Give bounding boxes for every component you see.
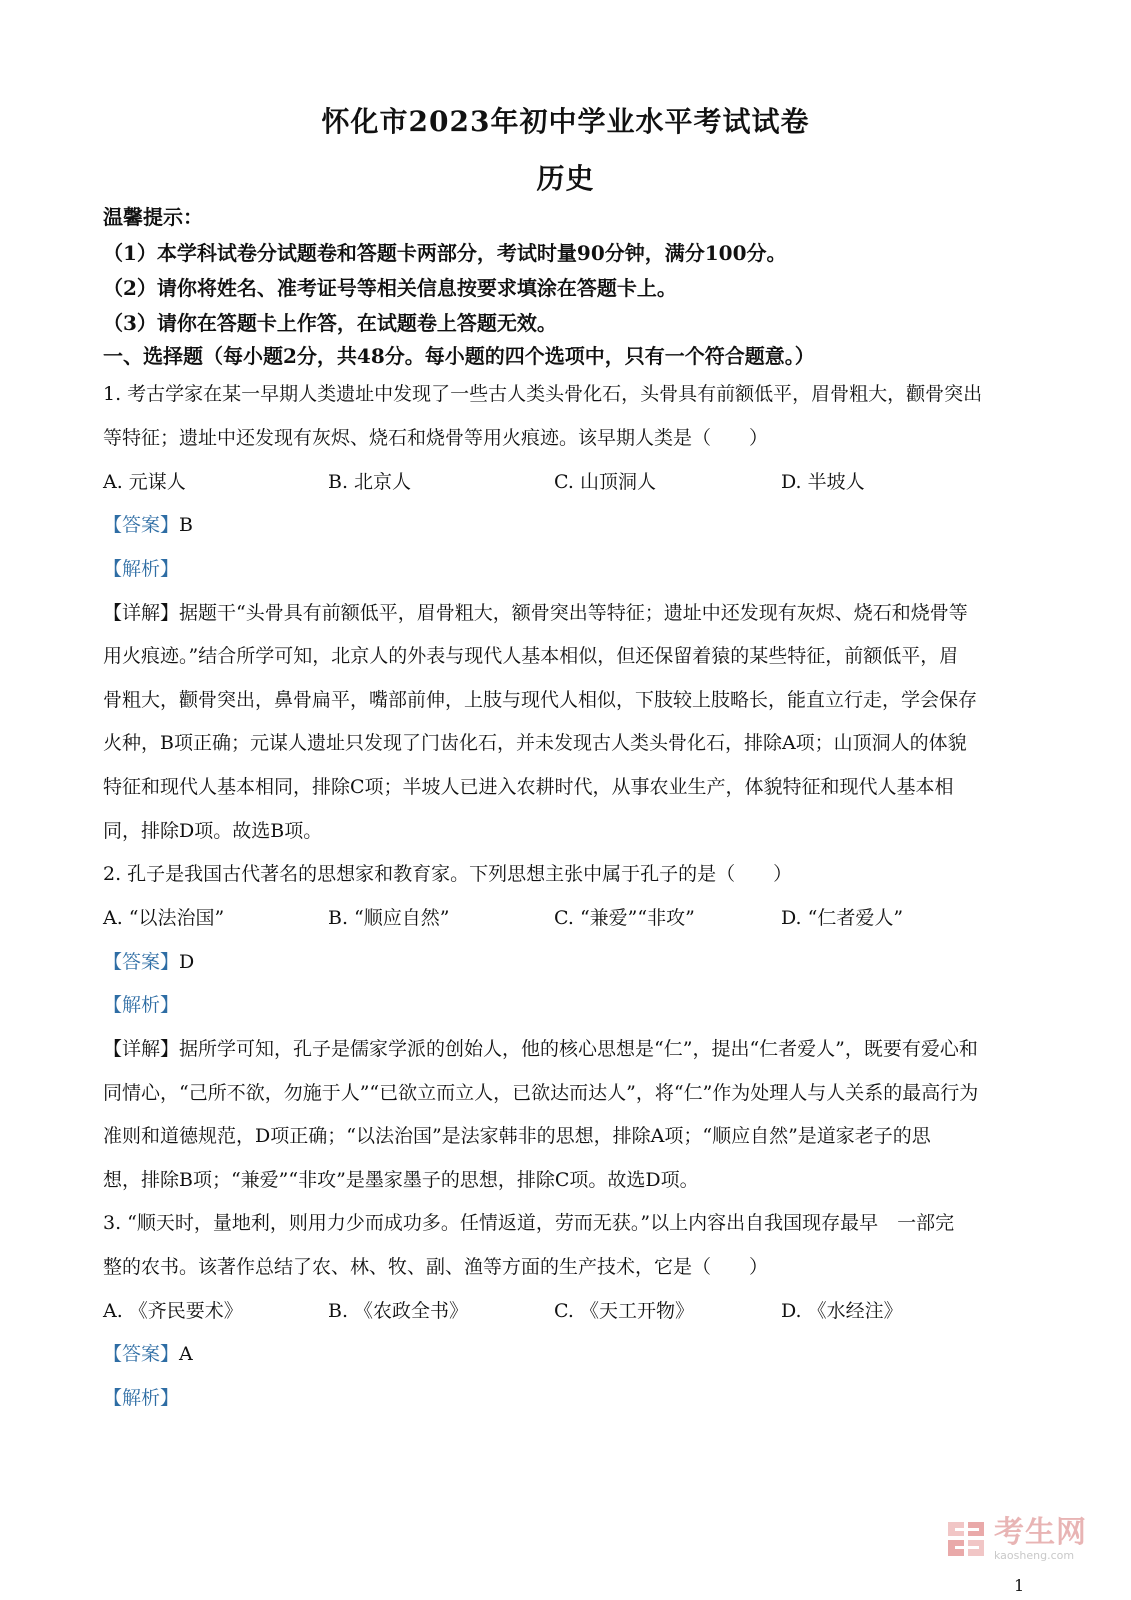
notice-heading: 温馨提示： [103,205,203,229]
subject-title: 历史 [536,162,595,195]
option-d: D. “仁者爱人” [781,907,904,929]
analysis-label: 【解析】 [103,994,180,1016]
kaosheng-watermark [946,1514,1116,1564]
answer-line [103,516,1033,535]
detail-label: 【详解】 [103,1038,180,1060]
detail-text: 用火痕迹。”结合所学可知，北京人的外表与现代人基本相似，但还保留着猿的某些特征，前额低平，眉 [103,645,959,667]
detail-text: 准则和道德规范，D项正确；“以法治国”是法家韩非的思想，排除A项；“顺应自然”是道家老子的思 [103,1125,931,1147]
answer-label: 【答案】 [103,951,180,973]
notice-item: （1）本学科试卷分试题卷和答题卡两部分，考试时量90分钟，满分100分。 [103,241,787,265]
option-d: D. 《水经注》 [781,1300,903,1322]
section-heading: 一、选择题（每小题2分，共48分。每小题的四个选项中，只有一个符合题意。） [103,344,815,368]
option-b: B. 北京人 [328,471,412,493]
watermark-url: kaosheng.com [994,1548,1075,1562]
question-3-text: 整的农书。该著作总结了农、林、牧、副、渔等方面的生产技术，它是（ ） [103,1256,769,1278]
answer-value: B [179,514,193,536]
detail-text: 同，排除D项。故选B项。 [103,820,323,842]
option-a: A. 元谋人 [103,471,186,493]
watermark-text [994,1514,1087,1562]
notice-item: （3）请你在答题卡上作答，在试题卷上答题无效。 [103,311,557,335]
watermark-brand: 考生网 [994,1514,1087,1550]
detail-line [103,604,1033,623]
question-2-text: 2. 孔子是我国古代著名的思想家和教育家。下列思想主张中属于孔子的是（ ） [103,863,793,885]
analysis-label: 【解析】 [103,1387,180,1409]
answer-label: 【答案】 [103,514,180,536]
detail-line [103,1040,1033,1059]
question-1-text: 1. 考古学家在某一早期人类遗址中发现了一些古人类头骨化石，头骨具有前额低平，眉骨粗大，颧骨突出 [103,383,983,405]
option-b: B. 《农政全书》 [328,1300,469,1322]
question-3-text: 3. “顺天时，量地利，则用力少而成功多。任情返道，劳而无获。”以上内容出自我国现存最早 一部完 [103,1212,955,1234]
detail-text: 火种，B项正确；元谋人遗址只发现了门齿化石，并未发现古人类头骨化石，排除A项；山顶洞人的体貌 [103,732,967,754]
detail-label: 【详解】 [103,602,180,624]
option-a: A. 《齐民要术》 [103,1300,243,1322]
answer-value: A [179,1343,193,1365]
detail-text: 据所学可知，孔子是儒家学派的创始人，他的核心思想是“仁”，提出“仁者爱人”，既要有爱心和 [179,1038,978,1060]
detail-text: 想，排除B项；“兼爱”“非攻”是墨家墨子的思想，排除C项。故选D项。 [103,1169,699,1191]
notice-item: （2）请你将姓名、准考证号等相关信息按要求填涂在答题卡上。 [103,276,677,300]
question-1-text: 等特征；遗址中还发现有灰烬、烧石和烧骨等用火痕迹。该早期人类是（ ） [103,427,769,449]
exam-title: 怀化市2023年初中学业水平考试试卷 [321,105,810,138]
kaosheng-logo-icon [946,1518,988,1560]
option-c: C. 《天工开物》 [554,1300,694,1322]
detail-text: 据题干“头骨具有前额低平，眉骨粗大，额骨突出等特征；遗址中还发现有灰烬、烧石和烧骨等 [179,602,968,624]
detail-text: 骨粗大，颧骨突出，鼻骨扁平，嘴部前伸，上肢与现代人相似，下肢较上肢略长，能直立行走，学会保存 [103,689,978,711]
option-b: B. “顺应自然” [328,907,450,929]
page-number: 1 [1014,1576,1025,1595]
answer-line [103,953,1033,972]
answer-line [103,1345,1033,1364]
option-c: C. “兼爱”“非攻” [554,907,695,929]
answer-value: D [179,951,195,973]
answer-label: 【答案】 [103,1343,180,1365]
option-a: A. “以法治国” [103,907,225,929]
detail-text: 同情心，“己所不欲，勿施于人”“已欲立而立人，已欲达而达人”，将“仁”作为处理人与人关系的最高行为 [103,1082,979,1104]
option-c: C. 山顶洞人 [554,471,656,493]
analysis-label: 【解析】 [103,558,180,580]
detail-text: 特征和现代人基本相同，排除C项；半坡人已进入农耕时代，从事农业生产，体貌特征和现代人基本相 [103,776,954,798]
option-d: D. 半坡人 [781,471,865,493]
